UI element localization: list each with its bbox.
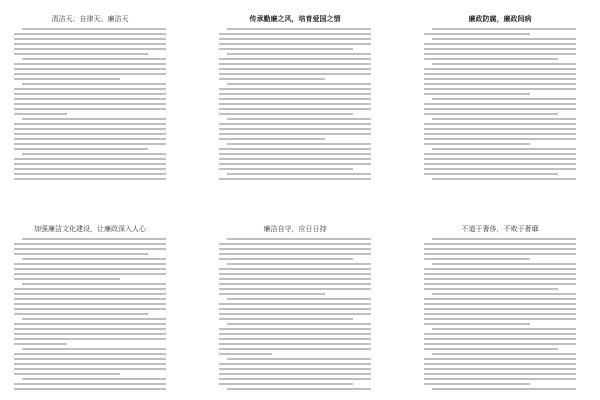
text-line xyxy=(424,253,576,255)
text-line xyxy=(424,348,558,350)
text-line xyxy=(432,98,576,100)
text-line xyxy=(227,263,371,265)
text-line xyxy=(227,118,371,120)
text-line xyxy=(227,358,371,360)
text-line xyxy=(219,363,371,365)
text-line xyxy=(14,103,166,105)
text-line xyxy=(14,253,148,255)
document-page-6 xyxy=(410,210,590,390)
text-line xyxy=(219,128,371,130)
page-body-text xyxy=(14,238,166,390)
text-line xyxy=(219,63,371,65)
text-line xyxy=(14,293,166,295)
text-line xyxy=(22,318,166,320)
text-line xyxy=(424,383,530,385)
text-line xyxy=(219,318,353,320)
page-body-text xyxy=(219,238,371,390)
text-line xyxy=(14,143,166,145)
text-line xyxy=(424,48,576,50)
text-line xyxy=(219,303,371,305)
text-line xyxy=(219,73,371,75)
text-line xyxy=(424,78,576,80)
text-line xyxy=(14,148,148,150)
text-line xyxy=(14,88,166,90)
text-line xyxy=(22,153,166,155)
text-line xyxy=(424,333,576,335)
text-line xyxy=(219,383,353,385)
text-line xyxy=(219,338,371,340)
text-line xyxy=(14,373,120,375)
text-line xyxy=(219,163,371,165)
text-line xyxy=(14,168,166,170)
text-line xyxy=(14,178,166,180)
text-line xyxy=(424,258,530,260)
text-line xyxy=(14,388,166,390)
text-line xyxy=(424,128,576,130)
text-line xyxy=(14,383,166,385)
text-line xyxy=(219,48,353,50)
text-line xyxy=(424,73,576,75)
text-line xyxy=(14,163,166,165)
text-line xyxy=(14,48,166,50)
text-line xyxy=(227,298,371,300)
text-line xyxy=(14,138,166,140)
text-line xyxy=(424,158,576,160)
text-line xyxy=(227,53,371,55)
text-line xyxy=(22,283,166,285)
text-line xyxy=(14,128,166,130)
text-line xyxy=(14,133,166,135)
page-title: 廉政防腐，廉政间病 xyxy=(468,15,532,23)
page-body-text xyxy=(14,28,166,180)
text-line xyxy=(14,63,166,65)
text-line xyxy=(14,343,67,345)
text-line xyxy=(14,248,166,250)
text-line xyxy=(14,353,166,355)
text-line xyxy=(432,238,576,240)
text-line xyxy=(227,238,371,240)
text-line xyxy=(424,133,576,135)
text-line xyxy=(14,123,166,125)
text-line xyxy=(219,268,371,270)
text-line xyxy=(227,83,371,85)
text-line xyxy=(227,143,371,145)
text-line xyxy=(219,148,371,150)
text-line xyxy=(432,38,576,40)
text-line xyxy=(14,98,166,100)
text-line xyxy=(219,278,371,280)
text-line xyxy=(424,93,530,95)
text-line xyxy=(14,73,166,75)
text-line xyxy=(424,43,576,45)
text-line xyxy=(219,353,272,355)
text-line xyxy=(424,373,576,375)
text-line xyxy=(14,298,166,300)
text-line xyxy=(14,278,120,280)
text-line xyxy=(424,68,576,70)
text-line xyxy=(14,303,166,305)
text-line xyxy=(219,313,371,315)
text-line xyxy=(424,248,576,250)
text-line xyxy=(424,338,576,340)
text-line xyxy=(219,38,371,40)
text-line xyxy=(424,173,558,175)
text-line xyxy=(14,368,166,370)
text-line xyxy=(14,173,166,175)
text-line xyxy=(219,243,371,245)
text-line xyxy=(14,93,166,95)
text-line xyxy=(424,343,576,345)
text-line xyxy=(219,368,371,370)
text-line xyxy=(432,118,576,120)
text-line xyxy=(219,168,353,170)
text-line xyxy=(424,298,576,300)
text-line xyxy=(14,338,166,340)
text-line xyxy=(14,53,148,55)
text-line xyxy=(14,308,166,310)
text-line xyxy=(219,348,371,350)
text-line xyxy=(219,158,371,160)
text-line xyxy=(424,308,576,310)
page-body-text xyxy=(424,28,576,180)
text-line xyxy=(424,303,576,305)
text-line xyxy=(14,328,166,330)
text-line xyxy=(219,283,371,285)
text-line xyxy=(432,388,576,390)
text-line xyxy=(14,263,166,265)
text-line xyxy=(14,273,166,275)
text-line xyxy=(14,358,166,360)
text-line xyxy=(22,348,166,350)
text-line xyxy=(14,33,166,35)
text-line xyxy=(219,98,371,100)
text-line xyxy=(219,108,371,110)
text-line xyxy=(424,143,530,145)
text-line xyxy=(219,138,325,140)
text-line xyxy=(219,258,353,260)
text-line xyxy=(219,103,371,105)
text-line xyxy=(227,323,371,325)
text-line xyxy=(432,353,576,355)
text-line xyxy=(219,308,371,310)
text-line xyxy=(219,373,371,375)
text-line xyxy=(432,178,576,180)
text-line xyxy=(14,38,166,40)
text-line xyxy=(219,333,371,335)
text-line xyxy=(424,58,558,60)
text-line xyxy=(219,88,371,90)
text-line xyxy=(22,83,166,85)
text-line xyxy=(219,68,371,70)
text-line xyxy=(219,78,325,80)
text-line xyxy=(14,333,166,335)
text-line xyxy=(424,123,576,125)
text-line xyxy=(219,93,371,95)
text-line xyxy=(14,43,166,45)
text-line xyxy=(22,28,166,30)
text-line xyxy=(219,293,325,295)
text-line xyxy=(219,178,371,180)
text-line xyxy=(424,358,576,360)
page-title: 不道于奢侈，不败于奢靡 xyxy=(461,225,539,233)
text-line xyxy=(424,103,576,105)
text-line xyxy=(432,63,576,65)
text-line xyxy=(432,28,576,30)
text-line xyxy=(424,323,530,325)
text-line xyxy=(227,173,371,175)
text-line xyxy=(14,313,148,315)
text-line xyxy=(14,68,166,70)
text-line xyxy=(432,328,576,330)
text-line xyxy=(219,123,371,125)
page-body-text xyxy=(424,238,576,390)
text-line xyxy=(14,158,166,160)
text-line xyxy=(219,328,371,330)
page-title: 加强廉洁文化建设，让廉政深入人心 xyxy=(34,225,146,233)
text-line xyxy=(432,263,576,265)
text-line xyxy=(22,238,166,240)
document-page-5 xyxy=(205,210,385,390)
text-line xyxy=(424,168,576,170)
text-line xyxy=(424,268,576,270)
text-line xyxy=(14,108,166,110)
page-title: 廉洁自守，应日日持 xyxy=(263,225,327,233)
text-line xyxy=(14,323,166,325)
text-line xyxy=(219,288,371,290)
text-line xyxy=(424,88,576,90)
text-line xyxy=(22,378,166,380)
text-line xyxy=(14,113,67,115)
text-line xyxy=(424,313,576,315)
text-line xyxy=(219,113,353,115)
text-line xyxy=(219,248,371,250)
text-line xyxy=(227,28,371,30)
text-line xyxy=(424,363,576,365)
text-line xyxy=(424,278,576,280)
text-line xyxy=(424,83,576,85)
text-line xyxy=(219,253,371,255)
text-line xyxy=(219,58,371,60)
text-line xyxy=(219,343,371,345)
text-line xyxy=(219,43,371,45)
text-line xyxy=(424,138,576,140)
text-line xyxy=(14,78,120,80)
text-line xyxy=(424,318,576,320)
text-line xyxy=(14,288,166,290)
text-line xyxy=(22,58,166,60)
text-line xyxy=(424,368,576,370)
text-line xyxy=(424,378,576,380)
text-line xyxy=(424,108,576,110)
page-body-text xyxy=(219,28,371,180)
document-page-3 xyxy=(410,0,590,180)
page-title: 清洁天、自律天、廉洁天 xyxy=(51,15,129,23)
text-line xyxy=(424,283,576,285)
text-line xyxy=(227,388,371,390)
text-line xyxy=(424,273,576,275)
text-line xyxy=(424,163,576,165)
text-line xyxy=(14,363,166,365)
text-line xyxy=(424,33,530,35)
text-line xyxy=(219,153,371,155)
text-line xyxy=(432,293,576,295)
text-line xyxy=(22,118,166,120)
document-page-2 xyxy=(205,0,385,180)
text-line xyxy=(432,148,576,150)
text-line xyxy=(219,378,371,380)
text-line xyxy=(219,273,371,275)
text-line xyxy=(424,243,576,245)
page-title: 传承勤廉之风，培育爱国之情 xyxy=(249,15,341,23)
text-line xyxy=(219,33,371,35)
text-line xyxy=(424,53,576,55)
text-line xyxy=(22,258,166,260)
text-line xyxy=(14,243,166,245)
text-line xyxy=(219,133,371,135)
document-page-1 xyxy=(0,0,180,180)
text-line xyxy=(14,268,166,270)
text-line xyxy=(424,153,576,155)
text-line xyxy=(424,288,558,290)
text-line xyxy=(424,113,558,115)
document-page-4 xyxy=(0,210,180,390)
